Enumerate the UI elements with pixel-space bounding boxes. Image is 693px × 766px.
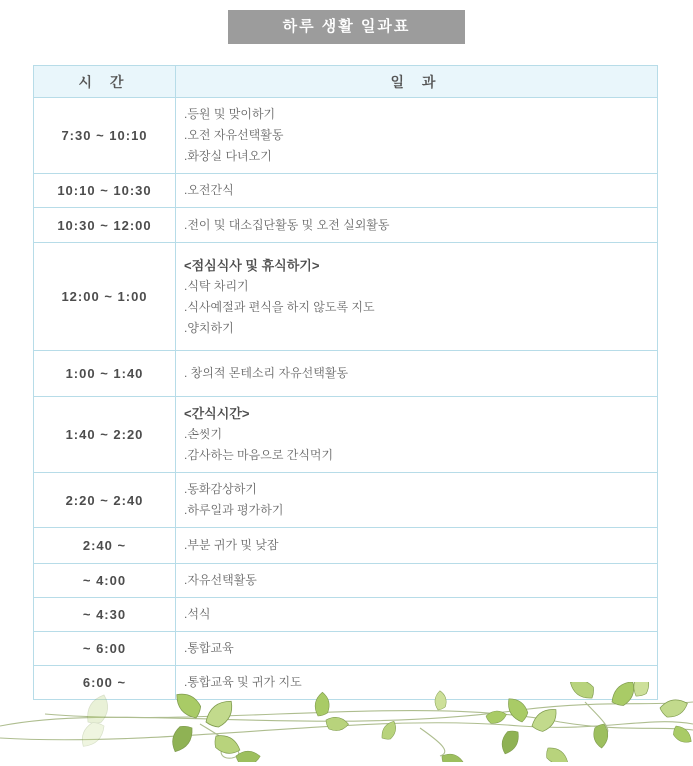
table-row: [34, 528, 658, 564]
page-title: 하루 생활 일과표: [228, 10, 465, 44]
activity-heading: <간식시간>: [184, 406, 250, 421]
activity-line: .하루일과 평가하기: [184, 503, 284, 517]
activity-line: .석식: [184, 607, 211, 621]
activity-cell: [176, 564, 658, 598]
time-column-header: 시 간: [34, 66, 176, 98]
activity-line: .손씻기: [184, 427, 223, 441]
activity-cell: [176, 208, 658, 243]
activity-line: .식사예절과 편식을 하지 않도록 지도: [184, 299, 375, 314]
time-cell: 12:00 ~ 1:00: [34, 243, 176, 351]
table-row: [34, 174, 658, 208]
table-row: [34, 473, 658, 528]
time-cell: ~ 4:00: [34, 564, 176, 598]
table-row: [34, 351, 658, 397]
table-row: [34, 632, 658, 666]
activity-line: .양치하기: [184, 320, 234, 335]
activity-line: .등원 및 맞이하기: [184, 107, 276, 121]
table-header-row: [34, 66, 658, 98]
time-cell: ~ 6:00: [34, 632, 176, 666]
activity-line: .통합교육 및 귀가 지도: [184, 675, 302, 689]
activity-line: .부분 귀가 및 낮잠: [184, 538, 279, 552]
time-cell: 2:40 ~: [34, 528, 176, 564]
activity-line: .통합교육: [184, 641, 234, 655]
table-row: [34, 208, 658, 243]
activity-heading: <점심식사 및 휴식하기>: [184, 257, 320, 273]
time-cell: 6:00 ~: [34, 666, 176, 700]
time-cell: 10:10 ~ 10:30: [34, 174, 176, 208]
daily-schedule-table: [33, 65, 658, 700]
activity-cell: [176, 243, 658, 351]
activity-line: .동화감상하기: [184, 482, 257, 496]
activity-line: . 창의적 몬테소리 자유선택활동: [184, 366, 349, 380]
time-cell: 1:00 ~ 1:40: [34, 351, 176, 397]
time-cell: 1:40 ~ 2:20: [34, 397, 176, 473]
schedule-body: [34, 98, 658, 700]
activity-cell: [176, 397, 658, 473]
vine-leaves-decoration: [0, 682, 693, 762]
time-cell: ~ 4:30: [34, 598, 176, 632]
activity-line: .자유선택활동: [184, 573, 257, 587]
activity-line: .오전 자유선택활동: [184, 128, 284, 142]
time-cell: 10:30 ~ 12:00: [34, 208, 176, 243]
activity-cell: [176, 98, 658, 174]
activity-cell: [176, 598, 658, 632]
activity-column-header: 일 과: [176, 66, 658, 98]
table-row: [34, 98, 658, 174]
time-cell: 7:30 ~ 10:10: [34, 98, 176, 174]
activity-line: .전이 및 대소집단활동 및 오전 실외활동: [184, 217, 390, 232]
activity-cell: [176, 351, 658, 397]
time-cell: 2:20 ~ 2:40: [34, 473, 176, 528]
activity-cell: [176, 473, 658, 528]
activity-cell: [176, 528, 658, 564]
table-row: [34, 598, 658, 632]
table-row: [34, 564, 658, 598]
table-row: [34, 397, 658, 473]
page-header: [0, 0, 693, 44]
activity-line: .식탁 차리기: [184, 278, 249, 293]
activity-cell: [176, 632, 658, 666]
activity-line: .화장실 다녀오기: [184, 149, 272, 163]
activity-line: .감사하는 마음으로 간식먹기: [184, 448, 334, 462]
activity-cell: [176, 174, 658, 208]
activity-line: .오전간식: [184, 183, 234, 197]
table-row: [34, 243, 658, 351]
